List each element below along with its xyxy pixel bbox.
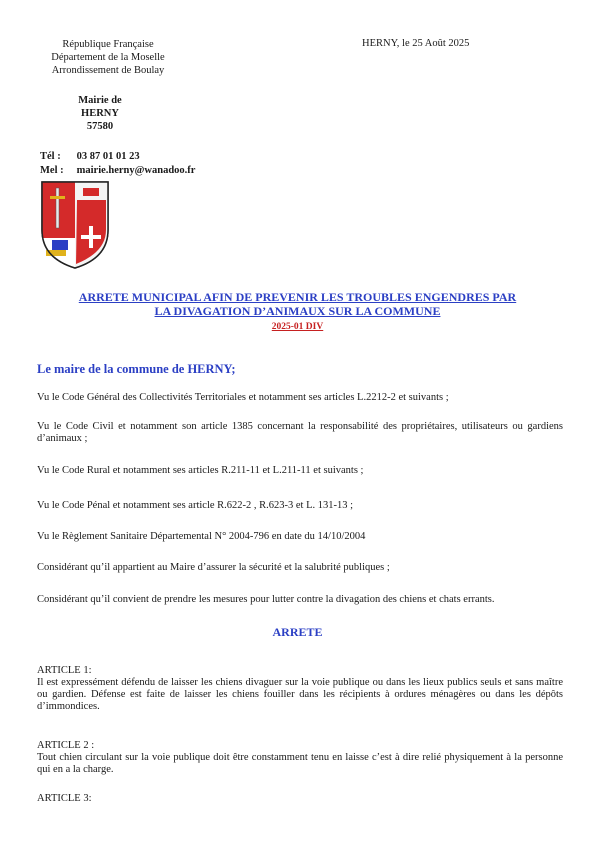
consideration-paragraph: Considérant qu’il convient de prendre les mesures pour lutter contre la divagation des chiens et chats errants. <box>37 594 495 605</box>
article-label: ARTICLE 2 : <box>37 740 95 751</box>
consideration-paragraph: Vu le Code Rural et notamment ses articles R.211-11 et L.211-11 et suivants ; <box>37 465 364 476</box>
article-label: ARTICLE 3: <box>37 793 92 804</box>
arrete-heading: ARRETE <box>272 625 323 639</box>
article-text: Tout chien circulant sur la voie publique doit être constamment tenu en laisse c’est à dire relié physiquement à la personne qui en a la charge. <box>37 752 563 775</box>
tel-line <box>40 150 195 164</box>
mairie-label: Mairie de <box>78 95 122 106</box>
article-text: Il est expressément défendu de laisser les chiens divaguer sur la voie publique ou dans les lieux publics seuls et sans maître ou gardien. Défense est faite de laisser les chiens fouiller dans les récipients à ordures ménagères ou dans les dépôts d’immondices. <box>37 677 563 712</box>
tel-value: 03 87 01 01 23 <box>76 151 140 162</box>
administrative-header <box>28 38 188 77</box>
mairie-block <box>40 94 160 133</box>
decree-reference: 2025-01 DIV <box>271 322 324 332</box>
consideration-paragraph: Vu le Règlement Sanitaire Départemental N° 2004-796 en date du 14/10/2004 <box>37 531 366 542</box>
contact-block <box>40 150 195 178</box>
mel-value: mairie.herny@wanadoo.fr <box>76 165 196 176</box>
article-1 <box>37 665 563 713</box>
republic-line: République Française <box>62 39 154 50</box>
mel-label: Mel : <box>40 165 64 176</box>
article-2 <box>37 740 563 776</box>
tel-label: Tél : <box>40 151 61 162</box>
mairie-postcode: 57580 <box>86 121 114 132</box>
article-3 <box>37 793 563 805</box>
decree-title-line-1: ARRETE MUNICIPAL AFIN DE PREVENIR LES TROUBLES ENGENDRES PAR <box>78 290 517 304</box>
mel-line <box>40 164 195 178</box>
arrondissement-line: Arrondissement de Boulay <box>51 65 165 76</box>
coat-of-arms-icon <box>38 178 112 270</box>
mayor-intro: Le maire de la commune de HERNY; <box>37 362 236 376</box>
decree-title-line-2: LA DIVAGATION D’ANIMAUX SUR LA COMMUNE <box>154 304 441 318</box>
department-line: Département de la Moselle <box>51 52 165 63</box>
consideration-paragraph: Vu le Code Général des Collectivités Territoriales et notamment ses articles L.2212-2 et suivants ; <box>37 392 449 403</box>
consideration-paragraph: Vu le Code Pénal et notamment ses article R.622-2 , R.623-3 et L. 131-13 ; <box>37 500 354 511</box>
location-date: HERNY, le 25 Août 2025 <box>362 38 470 49</box>
mairie-town: HERNY <box>81 108 119 119</box>
article-label: ARTICLE 1: <box>37 665 92 676</box>
consideration-paragraph: Considérant qu’il appartient au Maire d’assurer la sécurité et la salubrité publiques ; <box>37 562 390 573</box>
consideration-paragraph: Vu le Code Civil et notamment son article 1385 concernant la responsabilité des propriétaires, utilisateurs ou gardiens d’animaux ; <box>37 421 563 444</box>
